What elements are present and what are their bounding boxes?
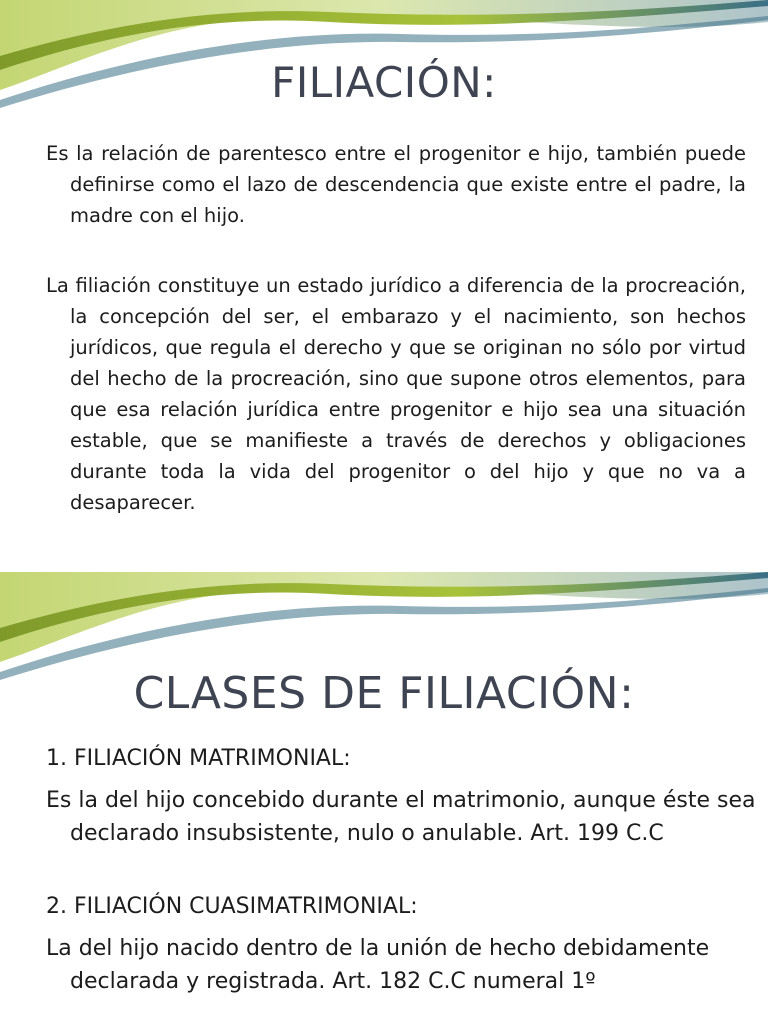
class-heading-cuasimatrimonial: 2. FILIACIÓN CUASIMATRIMONIAL: [46,894,418,919]
slide-clases-filiacion [0,572,768,1024]
class-body-cuasimatrimonial: La del hijo nacido dentro de la unión de hecho debidamente declarada y registrada. Art. 182 C.C numeral 1º [46,936,710,994]
section-title: CLASES DE FILIACIÓN: [133,668,635,719]
decorative-wave-banner [0,572,768,682]
class-heading-matrimonial: 1. FILIACIÓN MATRIMONIAL: [46,746,351,771]
definition-paragraph: Es la relación de parentesco entre el progenitor e hijo, también puede definirse como el lazo de descendencia que existe entre el padre, la madre con el hijo. [46,142,746,227]
explanation-paragraph: La filiación constituye un estado jurídico a diferencia de la procreación, la concepción del ser, el embarazo y el nacimiento, son hechos jurídicos, que regula el derecho y que se originan no sólo por virtud del hecho de la procreación, sino que supone otros elementos, para que esa relación jurídica entre progenitor e hijo sea una situación estable, que se manifieste a través de derechos y obligaciones durante toda la vida del progenitor o del hijo y que no va a desaparecer. [46,274,746,514]
class-body-matrimonial: Es la del hijo concebido durante el matrimonio, aunque éste sea declarado insubsistente, nulo o anulable. Art. 199 C.C [46,788,756,846]
page-title: FILIACIÓN: [271,58,497,107]
